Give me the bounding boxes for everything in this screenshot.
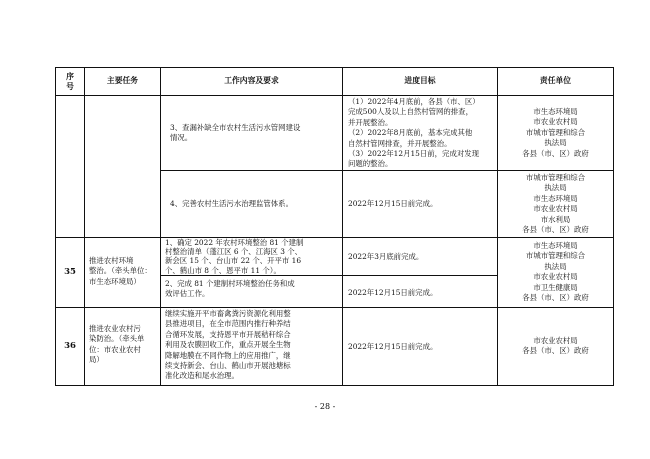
- row-35-task: 推进农村环境 整治。（牵头单位： 市生态环境局）: [89, 256, 152, 286]
- row-b-unit: 市城市管理和综合 执法局 市生态环境局 市农业农村局 市水利局 各县（市、区）政府: [522, 173, 589, 235]
- header-divider: [55, 95, 614, 96]
- row-36-number: 36: [64, 341, 76, 352]
- row-35-target-2: 2022年12月15日前完成。: [348, 288, 438, 297]
- row-36-task: 推进农业农村污 染防治。（牵头单 位：市农业农村 局）: [89, 324, 145, 365]
- row-35-number: 35: [64, 267, 76, 278]
- row-divider: [160, 170, 614, 171]
- task-table: [55, 67, 614, 386]
- page-number: - 28 -: [314, 402, 336, 411]
- row-divider: [55, 307, 614, 308]
- row-a-target: （1）2022年4月底前，各县（市、区） 完成500人及以上自然村管网的排查， 并开展整治。 （2）2022年8月底前，基本完成其他 自然村管网排查，并开展整治。 （3）2022年12月15日前，完成对发现 问题的整治。: [348, 97, 480, 169]
- row-divider: [160, 275, 497, 276]
- header-task: 主要任务: [106, 76, 139, 86]
- row-36-unit: 市农业农村局 各县（市、区）政府: [522, 336, 589, 356]
- column-divider: [84, 67, 85, 386]
- row-36-target: 2022年12月15日前完成。: [348, 342, 438, 351]
- row-b-content: 4、完善农村生活污水治理监管体系。: [170, 199, 293, 208]
- row-a-unit: 市生态环境局 市农业农村局 市城市管理和综合 执法局 各县（市、区）政府: [522, 107, 589, 158]
- row-36-content: 继续实施开平市畜禽粪污资源化利用整 县推进项目，在全市范围内推行种养结 合循环发展，支持恩平市开展秸秆综合 利用及农膜回收工作，重点开展全生物 降解地膜在不同作物上的应用推广，继 续支持新会、台山、鹤山市开展池塘标 准化改造和尾水治理。: [165, 309, 291, 381]
- column-divider: [160, 67, 161, 386]
- header-unit: 责任单位: [539, 76, 572, 86]
- row-35-content-1: 1、确定 2022 年农村环境整治 81 个建制 村整治清单（蓬江区 6 个、江海区 3 个、 新会区 15 个、台山市 22 个、开平市 16 个、鹤山市 8 个、恩平市 11 个）。: [165, 238, 304, 275]
- column-divider: [342, 67, 343, 386]
- row-35-target-1: 2022年3月底前完成。: [348, 252, 424, 261]
- header-no: 序号: [66, 71, 74, 91]
- row-a-content: 3、查漏补缺全市农村生活污水管网建设 情况。: [170, 123, 301, 143]
- header-content: 工作内容及要求: [224, 76, 279, 86]
- row-35-unit: 市生态环境局 市城市管理和综合 执法局 市农业农村局 市卫生健康局 各县（市、区）政府: [522, 241, 589, 303]
- header-target: 进度目标: [404, 76, 436, 86]
- table-border-bottom: [55, 385, 614, 386]
- table-border-right: [613, 67, 614, 386]
- row-35-content-2: 2、完成 81 个建制村环境整治任务和成 效评估工作。: [165, 279, 295, 299]
- row-b-target: 2022年12月15日前完成。: [348, 199, 438, 208]
